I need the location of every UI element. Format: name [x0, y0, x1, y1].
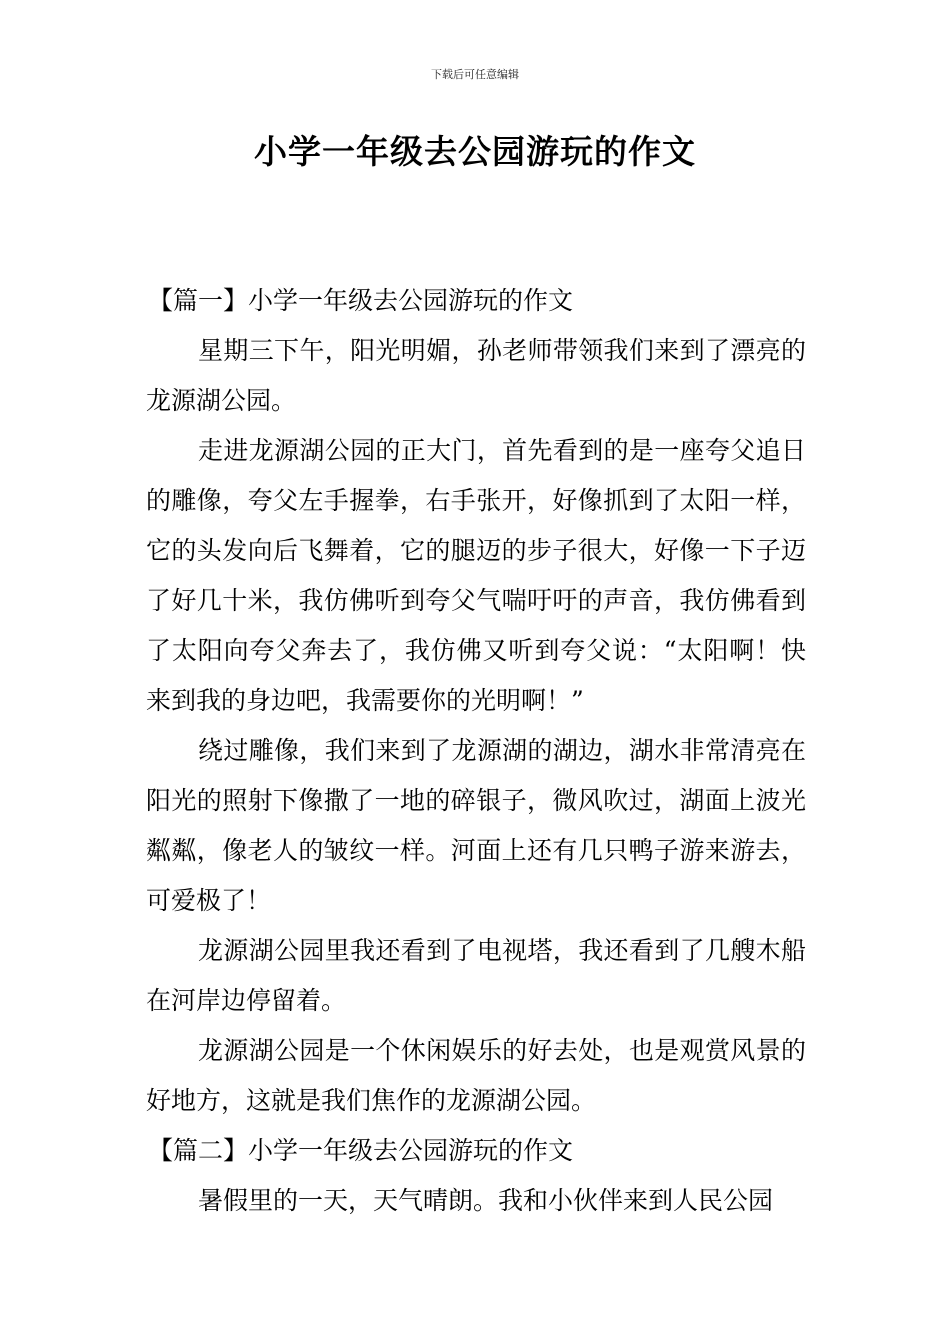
section-heading-2: 【篇二】小学一年级去公园游玩的作文 — [148, 1136, 574, 1165]
paragraph: 星期三下午，阳光明媚，孙老师带领我们来到了漂亮的龙源湖公园。 — [146, 336, 806, 415]
section-heading-1: 【篇一】小学一年级去公园游玩的作文 — [148, 286, 574, 315]
document-title: 小学一年级去公园游玩的作文 — [254, 132, 696, 171]
paragraph: 绕过雕像，我们来到了龙源湖的湖边，湖水非常清亮在阳光的照射下像撒了一地的碎银子，微风吹过，湖面上波光粼粼，像老人的皱纹一样。河面上还有几只鸭子游来游去，可爱极了！ — [146, 736, 806, 915]
document-body — [146, 276, 806, 1226]
header-note: 下载后可任意编辑 — [431, 68, 519, 81]
paragraph: 走进龙源湖公园的正大门，首先看到的是一座夸父追日的雕像，夸父左手握拳，右手张开，好像抓到了太阳一样，它的头发向后飞舞着，它的腿迈的步子很大，好像一下子迈了好几十米，我仿佛听到夸父气喘吁吁的声音，我仿佛看到了太阳向夸父奔去了，我仿佛又听到夸父说：“太阳啊！快来到我的身边吧，我需要你的光明啊！” — [146, 436, 806, 715]
paragraph: 龙源湖公园里我还看到了电视塔，我还看到了几艘木船在河岸边停留着。 — [146, 936, 806, 1015]
paragraph: 暑假里的一天，天气晴朗。我和小伙伴来到人民公园 — [198, 1186, 774, 1215]
paragraph: 龙源湖公园是一个休闲娱乐的好去处，也是观赏风景的好地方，这就是我们焦作的龙源湖公园。 — [146, 1036, 806, 1115]
